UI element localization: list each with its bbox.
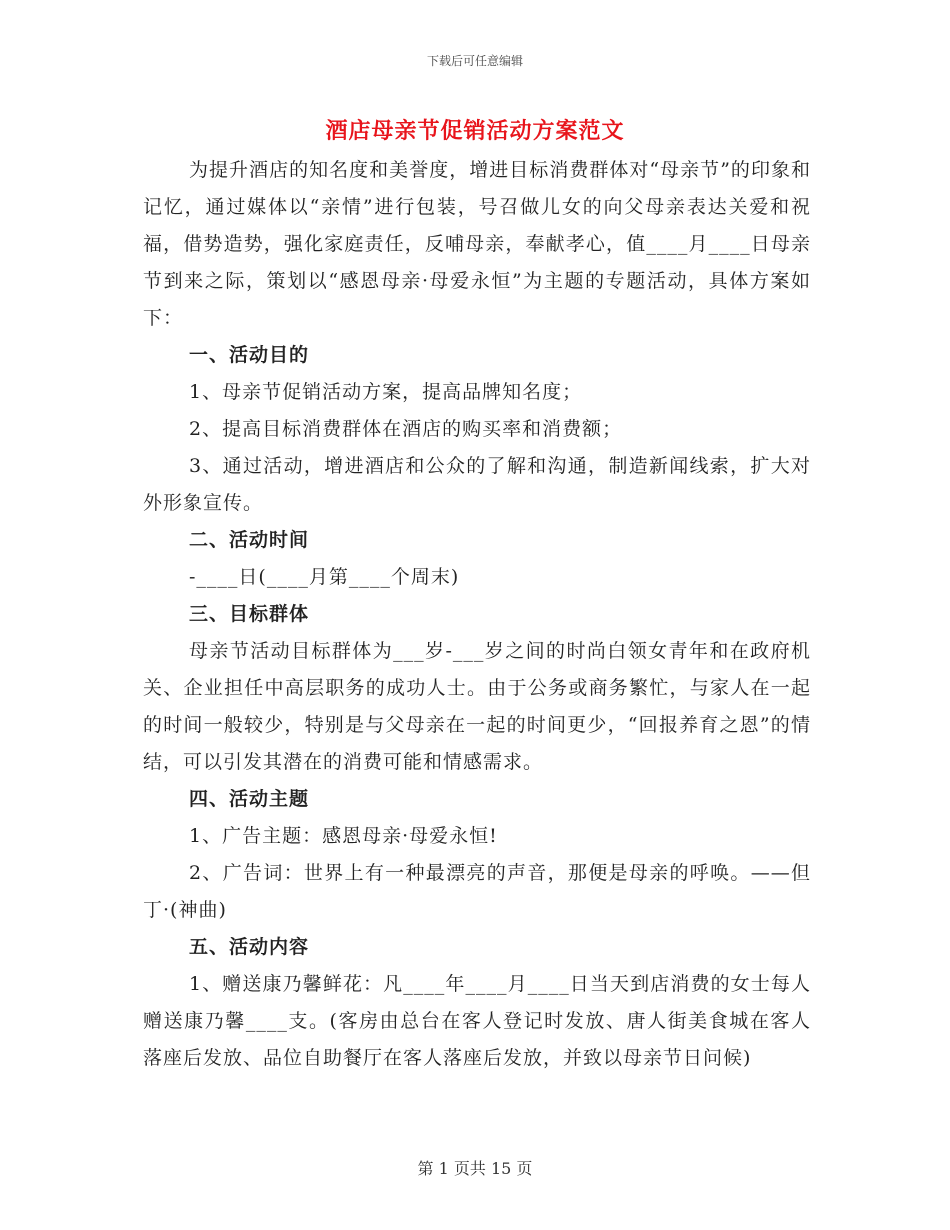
goal-item-1: 1、母亲节促销活动方案，提高品牌知名度；	[189, 381, 583, 403]
theme-item-1: 1、广告主题：感恩母亲·母爱永恒!	[189, 825, 498, 847]
section-heading-time: 二、活动时间	[189, 529, 310, 551]
time-paragraph: -____日(____月第____个周末)	[189, 566, 460, 588]
intro-paragraph: 为提升酒店的知名度和美誉度，增进目标消费群体对“母亲节”的印象和记忆，通过媒体以“亲情”进行包装，号召做儿女的向父母亲表达关爱和祝福，借势造势，强化家庭责任，反哺母亲，奉献孝心，值____月____日母亲节到来之际，策划以“感恩母亲·母爱永恒”为主题的专题活动，具体方案如下：	[143, 159, 811, 329]
document-title: 酒店母亲节促销活动方案范文	[325, 118, 625, 144]
goal-item-2: 2、提高目标消费群体在酒店的购买率和消费额；	[189, 418, 623, 440]
section-heading-content: 五、活动内容	[189, 936, 310, 958]
audience-paragraph: 母亲节活动目标群体为___岁-___岁之间的时尚白领女青年和在政府机关、企业担任中高层职务的成功人士。由于公务或商务繁忙，与家人在一起的时间一般较少，特别是与父母亲在一起的时间更少，“回报养育之恩”的情结，可以引发其潜在的消费可能和情感需求。	[143, 640, 811, 773]
section-heading-goals: 一、活动目的	[189, 344, 310, 366]
page-header-note: 下载后可任意编辑	[426, 54, 523, 68]
content-item-1: 1、赠送康乃馨鲜花：凡____年____月____日当天到店消费的女士每人赠送康乃馨____支。(客房由总台在客人登记时发放、唐人街美食城在客人落座后发放、品位自助餐厅在客人落座后发放，并致以母亲节日问候)	[143, 973, 811, 1069]
theme-item-2: 2、广告词：世界上有一种最漂亮的声音，那便是母亲的呼唤。——但丁·(神曲)	[143, 862, 811, 921]
page-number: 第 1 页共 15 页	[417, 1159, 533, 1178]
section-heading-theme: 四、活动主题	[189, 788, 310, 810]
goal-item-3: 3、通过活动，增进酒店和公众的了解和沟通，制造新闻线索，扩大对外形象宣传。	[143, 455, 811, 514]
document-body	[143, 152, 811, 1077]
section-heading-audience: 三、目标群体	[189, 603, 310, 625]
